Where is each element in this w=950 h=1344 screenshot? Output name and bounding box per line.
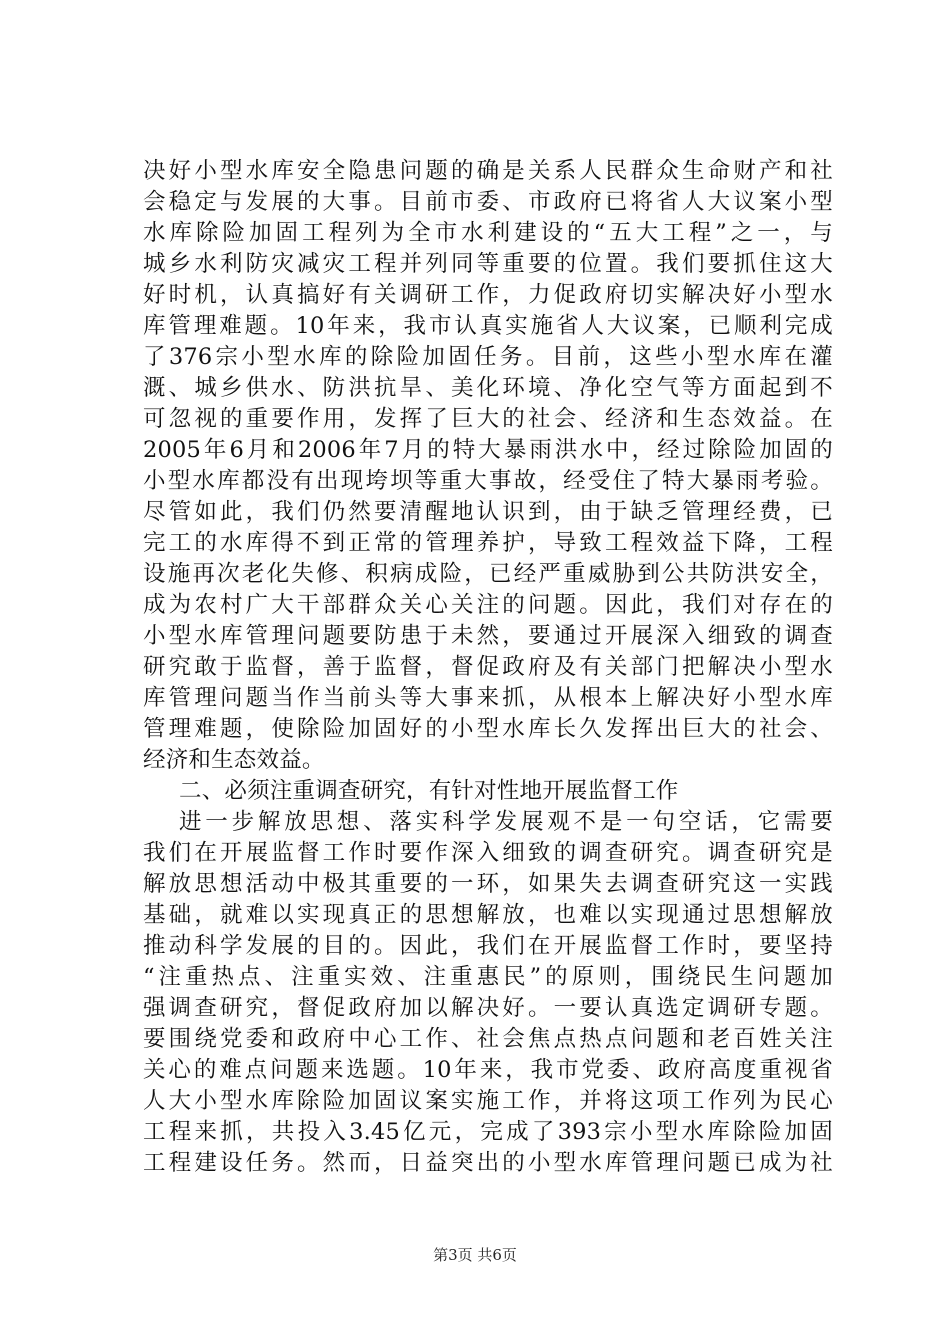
text-line: 水库除险加固工程列为全市水利建设的“五大工程”之一，与	[143, 220, 833, 246]
text-line: 库管理难题。10年来，我市认真实施省人大议案，已顺利完成	[143, 313, 833, 339]
text-line: 我们在开展监督工作时要作深入细致的调查研究。调查研究是	[143, 840, 833, 866]
text-line: 关心的难点问题来选题。10年来，我市党委、政府高度重视省	[143, 1057, 833, 1083]
page-number-footer: 第3页 共6页	[433, 1246, 517, 1264]
text-line: 推动科学发展的目的。因此，我们在开展监督工作时，要坚持	[143, 933, 833, 959]
text-line: 二、必须注重调查研究，有针对性地开展监督工作	[179, 778, 679, 804]
text-line: 工程建设任务。然而，日益突出的小型水库管理问题已成为社	[143, 1150, 833, 1176]
text-line: 了376宗小型水库的除险加固任务。目前，这些小型水库在灌	[143, 344, 833, 370]
text-line: 进一步解放思想、落实科学发展观不是一句空话，它需要	[179, 809, 833, 835]
text-line: 2005年6月和2006年7月的特大暴雨洪水中，经过除险加固的	[143, 437, 833, 463]
text-line: 会稳定与发展的大事。目前市委、市政府已将省人大议案小型	[143, 189, 833, 215]
text-line: 可忽视的重要作用，发挥了巨大的社会、经济和生态效益。在	[143, 406, 833, 432]
text-line: 好时机，认真搞好有关调研工作，力促政府切实解决好小型水	[143, 282, 833, 308]
text-line: 管理难题，使除险加固好的小型水库长久发挥出巨大的社会、	[143, 716, 833, 742]
text-line: 小型水库管理问题要防患于未然，要通过开展深入细致的调查	[143, 623, 833, 649]
text-line: 库管理问题当作当前头等大事来抓，从根本上解决好小型水库	[143, 685, 833, 711]
page-body	[143, 156, 833, 1179]
text-line: 成为农村广大干部群众关心关注的问题。因此，我们对存在的	[143, 592, 833, 618]
text-line: 城乡水利防灾减灾工程并列同等重要的位置。我们要抓住这大	[143, 251, 833, 277]
text-line: 解放思想活动中极其重要的一环，如果失去调查研究这一实践	[143, 871, 833, 897]
text-line: 尽管如此，我们仍然要清醒地认识到，由于缺乏管理经费，已	[143, 499, 833, 525]
text-line: 工程来抓，共投入3.45亿元，完成了393宗小型水库除险加固	[143, 1119, 833, 1145]
text-line: 人大小型水库除险加固议案实施工作，并将这项工作列为民心	[143, 1088, 833, 1114]
text-line: 研究敢于监督，善于监督，督促政府及有关部门把解决小型水	[143, 654, 833, 680]
text-line: 基础，就难以实现真正的思想解放，也难以实现通过思想解放	[143, 902, 833, 928]
paragraph	[143, 807, 833, 1179]
section-heading	[143, 776, 833, 807]
text-line: 强调查研究，督促政府加以解决好。一要认真选定调研专题。	[143, 995, 833, 1021]
text-line: 决好小型水库安全隐患问题的确是关系人民群众生命财产和社	[143, 158, 833, 184]
text-line: 要围绕党委和政府中心工作、社会焦点热点问题和老百姓关注	[143, 1026, 833, 1052]
text-line: 溉、城乡供水、防洪抗旱、美化环境、净化空气等方面起到不	[143, 375, 833, 401]
text-line: 小型水库都没有出现垮坝等重大事故，经受住了特大暴雨考验。	[143, 468, 833, 494]
text-line: 经济和生态效益。	[143, 747, 325, 773]
paragraph	[143, 156, 833, 776]
text-line: 完工的水库得不到正常的管理养护，导致工程效益下降，工程	[143, 530, 833, 556]
text-line: 设施再次老化失修、积病成险，已经严重威胁到公共防洪安全，	[143, 561, 833, 587]
text-line: “注重热点、注重实效、注重惠民”的原则，围绕民生问题加	[143, 964, 833, 990]
